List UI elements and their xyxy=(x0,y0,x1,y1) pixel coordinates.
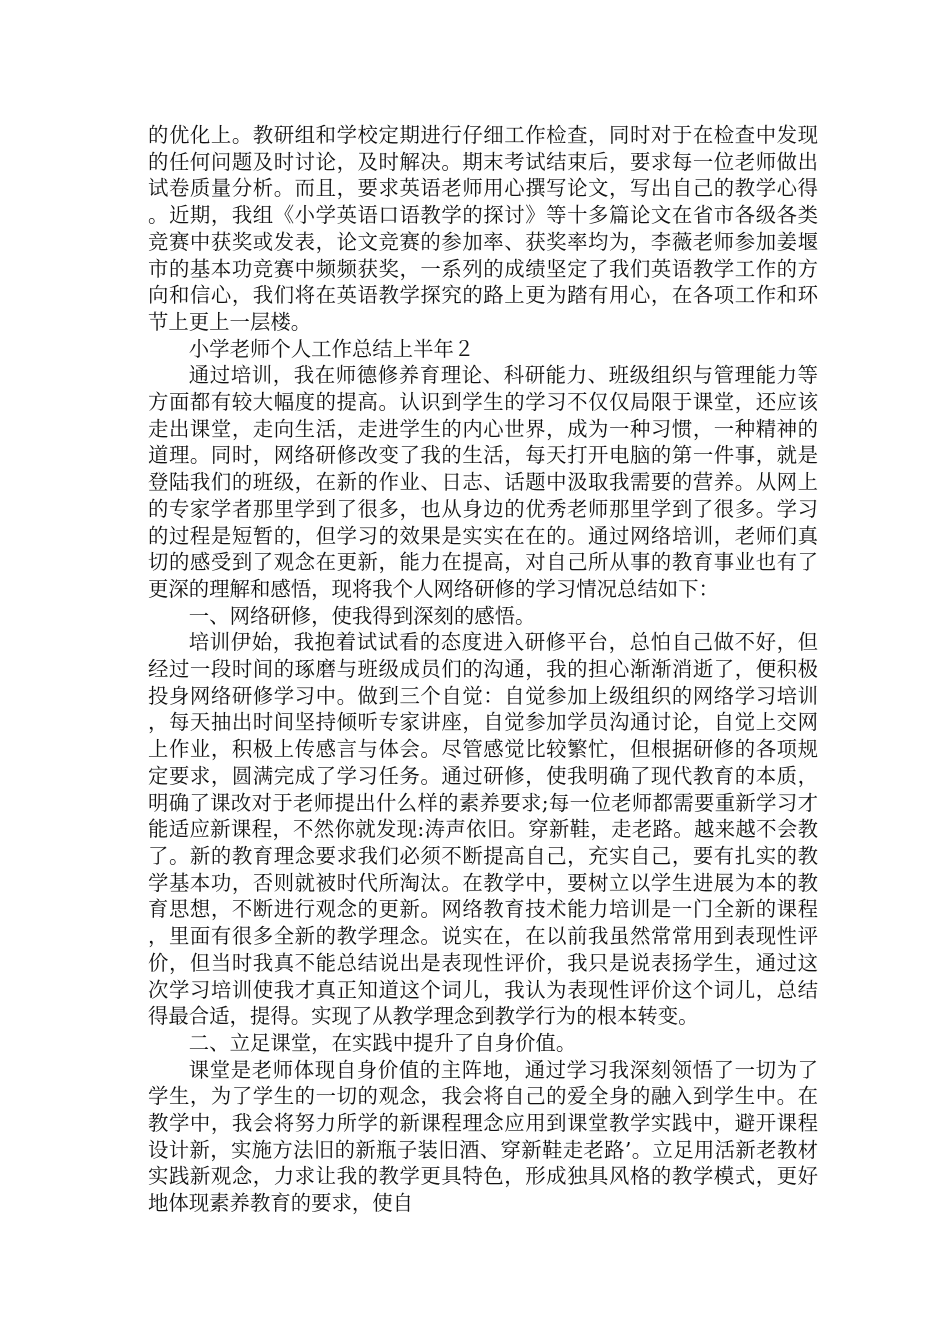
paragraph-online-study: 培训伊始，我抱着试试看的态度进入研修平台，总怕自己做不好，但经过一段时间的琢磨与班级成员们的沟通，我的担心渐渐消逝了，便积极投身网络研修学习中。做到三个自觉：自觉参加上级组织的网络学习培训，每天抽出时间坚持倾听专家讲座，自觉参加学员沟通讨论，自觉上交网上作业，积极上传感言与体会。尽管感觉比较繁忙，但根据研修的各项规定要求，圆满完成了学习任务。通过研修，使我明确了现代教育的本质，明确了课改对于老师提出什么样的素养要求;每一位老师都需要重新学习才能适应新课程，不然你就发现:涛声依旧。穿新鞋，走老路。越来越不会教了。新的教育理念要求我们必须不断提高自己，充实自己，要有扎实的教学基本功，否则就被时代所淘汰。在教学中，要树立以学生进展为本的教育思想，不断进行观念的更新。网络教育技术能力培训是一门全新的课程，里面有很多全新的教学理念。说实在，在以前我虽然常常用到表现性评价，但当时我真不能总结说出是表现性评价，我只是说表扬学生，通过这次学习培训使我才真正知道这个词儿，我认为表现性评价这个词儿，总结得最合适，提得。实现了从教学理念到教学行为的根本转变。 xyxy=(148,630,818,1029)
paragraph-training-intro: 通过培训，我在师德修养育理论、科研能力、班级组织与管理能力等方面都有较大幅度的提高。认识到学生的学习不仅仅局限于课堂，还应该走出课堂，走向生活，走进学生的内心世界，成为一种习惯，一种精神的道理。同时，网络研修改变了我的生活，每天打开电脑的第一件事，就是登陆我们的班级，在新的作业、日志、话题中汲取我需要的营养。从网上的专家学者那里学到了很多，也从身边的优秀老师那里学到了很多。学习的过程是短暂的，但学习的效果是实实在在的。通过网络培训，老师们真切的感受到了观念在更新，能力在提高，对自己所从事的教育事业也有了更深的理解和感悟，现将我个人网络研修的学习情况总结如下： xyxy=(148,363,818,601)
section-heading-online-study: 一、网络研修，使我得到深刻的感悟。 xyxy=(188,603,536,628)
paragraph-continuation: 的优化上。教研组和学校定期进行仔细工作检查，同时对于在检查中发现的任何问题及时讨论，及时解决。期末考试结束后，要求每一位老师做出试卷质量分析。而且，要求英语老师用心撰写论文，写出自己的教学心得。近期，我组《小学英语口语教学的探讨》等十多篇论文在省市各级各类竞赛中获奖或发表，论文竞赛的参加率、获奖率均为，李薇老师参加姜堰市的基本功竞赛中频频获奖，一系列的成绩坚定了我们英语教学工作的方向和信心，我们将在英语教学探究的路上更为踏有用心，在各项工作和环节上更上一层楼。 xyxy=(148,123,818,334)
paragraph-classroom: 课堂是老师体现自身价值的主阵地，通过学习我深刻领悟了一切为了学生，为了学生的一切的观念，我会将自己的爱全身的融入到学生中。在教学中，我会将努力所学的新课程理念应用到课堂教学实践中，避开课程设计新，实施方法旧的新瓶子装旧酒、穿新鞋走老路’。立足用活新老教材实践新观念，力求让我的教学更具特色，形成独具风格的教学模式，更好地体现素养教育的要求，使自 xyxy=(148,1057,818,1216)
section-heading-classroom: 二、立足课堂，在实践中提升了自身价值。 xyxy=(188,1030,577,1055)
section-heading-summary-2: 小学老师个人工作总结上半年２ xyxy=(188,336,475,361)
document-body xyxy=(148,122,818,1217)
